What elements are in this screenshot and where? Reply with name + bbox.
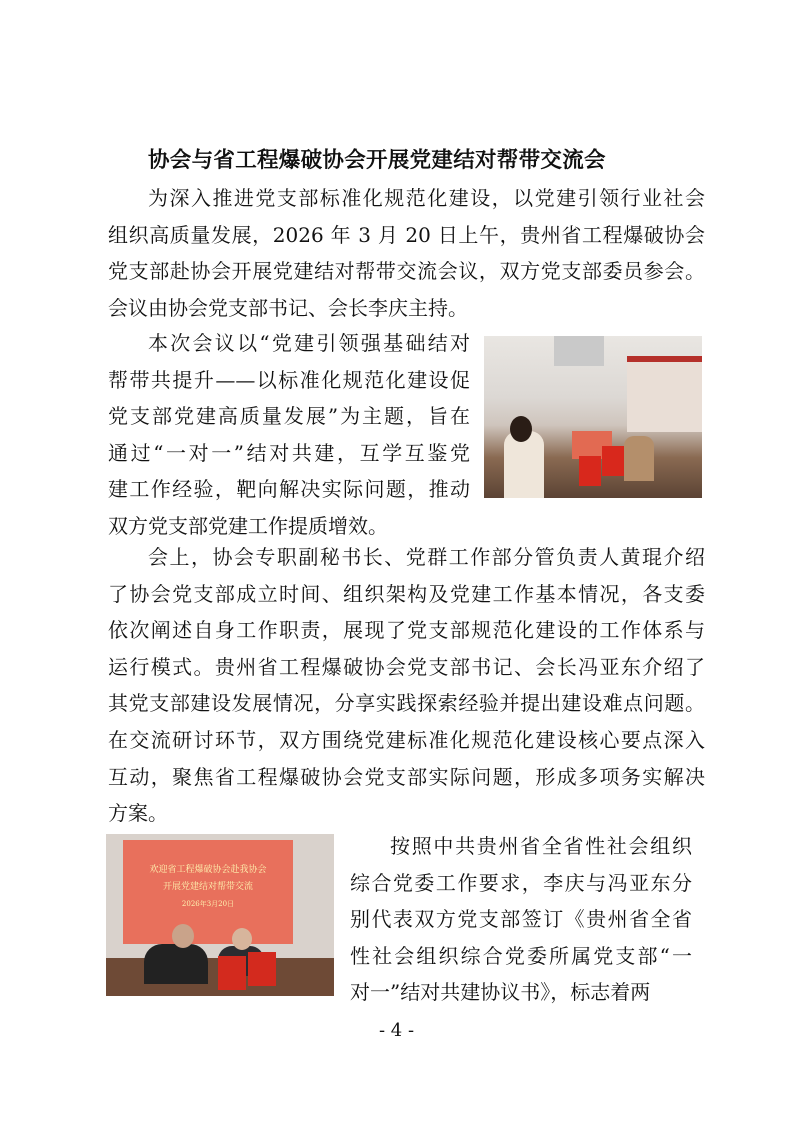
banner-date: 2026年3月20日: [181, 900, 235, 908]
paragraph-3-line: 会上，协会专职副秘书长、党群工作部分管负责人黄琨介绍: [148, 545, 705, 569]
paragraph-4-line: 对一”结对共建协议书》，标志着两: [350, 980, 651, 1005]
paragraph-2-line: 党支部党建高质量发展”为主题，旨在: [108, 404, 470, 429]
signing-photo: [106, 834, 334, 996]
paragraph-1-line: 为深入推进党支部标准化规范化建设，以党建引领行业社会: [148, 186, 705, 210]
welcome-banner: [123, 840, 293, 944]
paragraph-4-line: 别代表双方党支部签订《贵州省全省: [350, 907, 692, 932]
paragraph-2-line: 帮带共提升——以标准化规范化建设促: [108, 367, 470, 392]
paragraph-4-line: 性社会组织综合党委所属党支部“一: [350, 943, 692, 968]
banner-line-2: 开展党建结对帮带交流: [162, 882, 253, 892]
paragraph-2-line: 本次会议以“党建引领强基础结对: [148, 331, 470, 355]
paragraph-4-line: 综合党委工作要求，李庆与冯亚东分: [350, 870, 692, 895]
page-number: - 4 -: [378, 1020, 415, 1041]
paragraph-3-line: 依次阐述自身工作职责，展现了党支部规范化建设的工作体系与: [108, 618, 705, 643]
paragraph-3-line: 其党支部建设发展情况，分享实践探索经验并提出建设难点问题。: [108, 691, 705, 716]
banner-line-1: 欢迎省工程爆破协会赴我协会: [149, 865, 267, 875]
paragraph-1-line: 会议由协会党支部书记、会长李庆主持。: [108, 295, 468, 320]
paragraph-1-line: 党支部赴协会开展党建结对帮带交流会议，双方党支部委员参会。: [108, 259, 705, 284]
paragraph-2-line: 建工作经验，靶向解决实际问题，推动: [108, 477, 470, 502]
paragraph-4-line: 按照中共贵州省全省性社会组织: [390, 834, 692, 858]
paragraph-3-line: 在交流研讨环节，双方围绕党建标准化规范化建设核心要点深入: [108, 728, 705, 752]
paragraph-3-line: 运行模式。贵州省工程爆破协会党支部书记、会长冯亚东介绍了: [108, 654, 705, 679]
article-title: 协会与省工程爆破协会开展党建结对帮带交流会: [148, 148, 606, 173]
paragraph-1-line: 组织高质量发展，2026 年 3 月 20 日上午，贵州省工程爆破协会: [108, 222, 705, 247]
paragraph-2-line: 通过“一对一”结对共建，互学互鉴党: [108, 440, 470, 465]
paragraph-3-line: 互动，聚焦省工程爆破协会党支部实际问题，形成多项务实解决: [108, 764, 705, 789]
paragraph-3-line: 方案。: [108, 801, 168, 826]
paragraph-3-line: 了协会党支部成立时间、组织架构及党建工作基本情况，各支委: [108, 581, 705, 606]
meeting-photo: [484, 336, 702, 498]
paragraph-2-line: 双方党支部党建工作提质增效。: [108, 514, 388, 538]
